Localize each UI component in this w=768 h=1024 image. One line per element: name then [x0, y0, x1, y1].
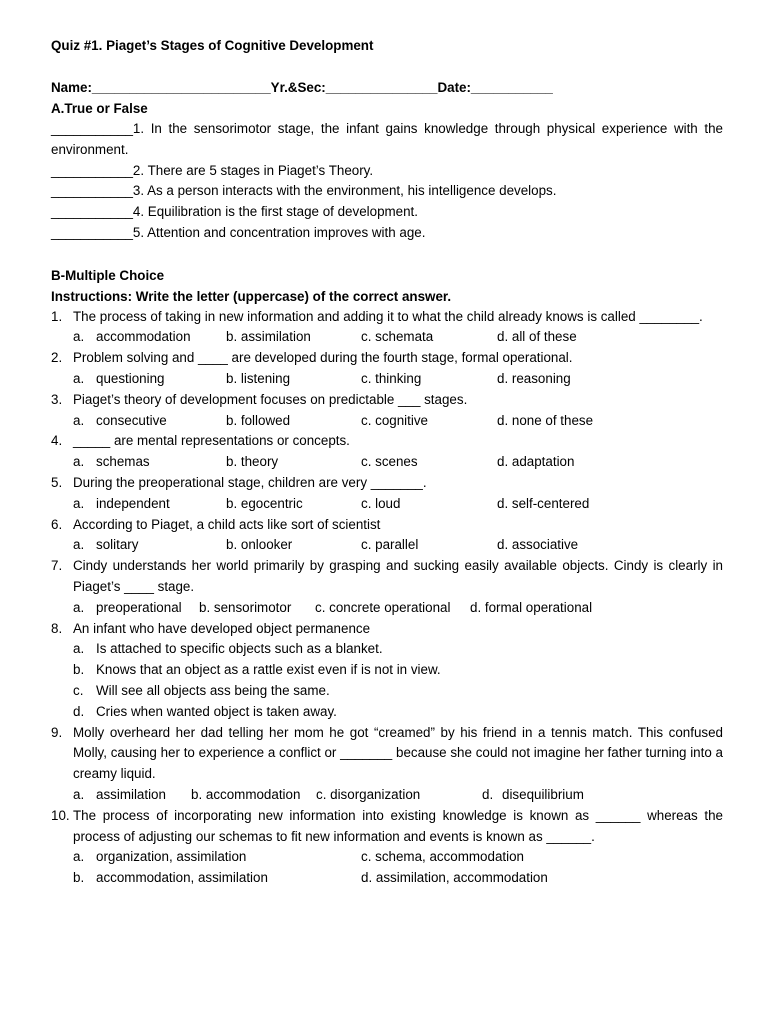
question-2-options	[51, 369, 723, 390]
quiz-page	[51, 36, 723, 889]
question-number: 4.	[51, 433, 63, 449]
option-d: d. all of these	[497, 329, 577, 345]
true-false-item-5: ___________5. Attention and concentration improves with age.	[51, 224, 426, 240]
option-b: b. accommodation, assimilation	[73, 870, 268, 886]
option-c: c. loud	[361, 495, 401, 511]
option-a: a. Is attached to specific objects such as a blanket.	[73, 641, 383, 657]
option-b: b. listening	[226, 370, 291, 386]
question-10-options-row-1	[51, 847, 723, 868]
question-text: The process of taking in new information and adding it to what the child already knows is called ________.	[73, 308, 703, 324]
option-d: d. associative	[497, 537, 579, 553]
question-6-options	[51, 535, 723, 556]
option-c: c. cognitive	[361, 412, 428, 428]
question-text: _____ are mental representations or concepts.	[73, 433, 350, 449]
section-b-instructions: Instructions: Write the letter (uppercase) of the correct answer.	[51, 288, 452, 304]
question-number: 6.	[51, 516, 63, 532]
question-number: 1.	[51, 308, 63, 324]
option-b: b. Knows that an object as a rattle exist even if is not in view.	[73, 662, 441, 678]
student-info-line: Name:________________________Yr.&Sec:_______________Date:___________	[51, 80, 553, 95]
true-false-item-4: ___________4. Equilibration is the first stage of development.	[51, 204, 419, 220]
option-b: b. accommodation	[191, 786, 301, 802]
option-a: a. organization, assimilation	[73, 849, 247, 865]
question-9-options	[51, 785, 723, 806]
option-c: c. schemata	[361, 329, 434, 345]
question-2	[51, 348, 723, 369]
true-false-item-3: ___________3. As a person interacts with the environment, his intelligence develops.	[51, 183, 557, 199]
option-a: a. independent	[73, 495, 170, 511]
question-text: Problem solving and ____ are developed during the fourth stage, formal operational.	[73, 350, 573, 366]
option-a: a. schemas	[73, 454, 150, 470]
true-false-item-1: ___________1. In the sensorimotor stage, the infant gains knowledge through physical experience with the environment.	[51, 121, 723, 157]
question-5	[51, 473, 723, 494]
option-a: a. accommodation	[73, 329, 191, 345]
option-c: c. parallel	[361, 537, 419, 553]
option-c: c. disorganization	[316, 786, 421, 802]
true-false-item-2: ___________2. There are 5 stages in Piaget’s Theory.	[51, 162, 374, 178]
option-c: c. concrete operational	[315, 599, 451, 615]
option-d: d. adaptation	[497, 454, 575, 470]
option-d: d. self-centered	[497, 495, 590, 511]
option-d: d. formal operational	[470, 599, 593, 615]
question-number: 5.	[51, 474, 63, 490]
option-a: a. solitary	[73, 537, 139, 553]
option-c: c. Will see all objects ass being the same.	[73, 682, 330, 698]
question-1-options	[51, 327, 723, 348]
option-c: c. schema, accommodation	[361, 849, 524, 865]
question-text: Molly overheard her dad telling her mom he got “creamed” by his friend in a tennis match. This confused Molly, causing her to experience a conflict or _______ because she could not imagine her father turning into a creamy liquid.	[73, 724, 723, 782]
question-1	[51, 307, 723, 328]
question-number: 7.	[51, 558, 63, 574]
option-a: a. assimilation	[73, 786, 166, 802]
question-text: According to Piaget, a child acts like sort of scientist	[73, 516, 381, 532]
option-a: a. questioning	[73, 370, 165, 386]
section-a-heading: A.True or False	[51, 101, 148, 116]
question-text: An infant who have developed object permanence	[73, 620, 371, 636]
option-d: d. reasoning	[497, 370, 571, 386]
question-text: During the preoperational stage, children are very _______.	[73, 474, 427, 490]
question-6	[51, 515, 723, 536]
question-text: The process of incorporating new information into existing knowledge is known as ______ whereas the process of adjusting our schemas to fit new information and events is known as ______.	[73, 807, 723, 844]
question-10	[51, 806, 723, 848]
question-number: 3.	[51, 391, 63, 407]
option-a: a. consecutive	[73, 412, 167, 428]
option-b: b. sensorimotor	[199, 599, 292, 615]
question-7	[51, 556, 723, 598]
question-8	[51, 619, 723, 640]
question-9	[51, 723, 723, 785]
option-d: d. assimilation, accommodation	[361, 870, 548, 886]
option-b: b. assimilation	[226, 329, 311, 345]
option-d: d. Cries when wanted object is taken away.	[73, 703, 337, 719]
section-b-heading: B-Multiple Choice	[51, 267, 165, 283]
question-10-options-row-2	[51, 868, 723, 889]
option-d: d. none of these	[497, 412, 594, 428]
question-number: 2.	[51, 350, 63, 366]
option-a: a. preoperational	[73, 599, 182, 615]
question-text: Piaget’s theory of development focuses on predictable ___ stages.	[73, 391, 468, 407]
question-5-options	[51, 494, 723, 515]
question-3	[51, 390, 723, 411]
question-text: Cindy understands her world primarily by grasping and sucking easily available objects. Cindy is clearly in Piaget’s ____ stage.	[73, 558, 723, 594]
option-b: b. followed	[226, 412, 291, 428]
option-d: d. disequilibrium	[482, 786, 584, 802]
question-4-options	[51, 452, 723, 473]
question-4	[51, 431, 723, 452]
question-number: 9.	[51, 724, 63, 740]
question-7-options	[51, 598, 723, 619]
quiz-title: Quiz #1. Piaget’s Stages of Cognitive Development	[51, 38, 374, 53]
option-b: b. onlooker	[226, 537, 293, 553]
section-gap	[51, 244, 723, 265]
option-c: c. scenes	[361, 454, 418, 470]
option-b: b. theory	[226, 454, 279, 470]
question-number: 10.	[51, 807, 70, 823]
question-3-options	[51, 411, 723, 432]
option-b: b. egocentric	[226, 495, 303, 511]
option-c: c. thinking	[361, 370, 422, 386]
question-number: 8.	[51, 620, 63, 636]
